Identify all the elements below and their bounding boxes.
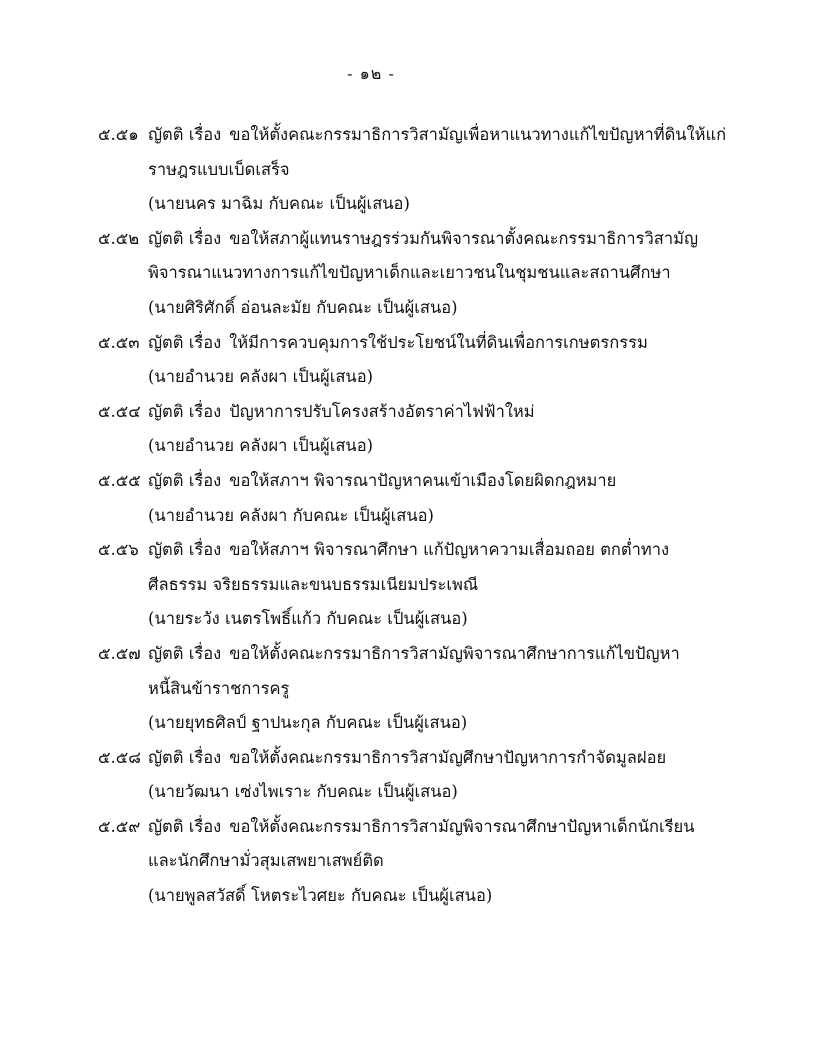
motion-item-5-57 <box>98 641 798 745</box>
motion-item-5-52 <box>98 226 798 330</box>
motion-title-continued: ศีลธรรม จริยธรรมและขนบธรรมเนียมประเพณี <box>148 574 479 594</box>
motion-type: ญัตติ เรื่อง <box>148 816 222 836</box>
motion-title: ขอให้ตั้งคณะกรรมาธิการวิสามัญเพื่อหาแนวทางแก้ไขปัญหาที่ดินให้แก่ <box>229 125 727 144</box>
motion-number: ๕.๕๙ <box>98 816 141 836</box>
motion-item-5-56 <box>98 537 798 641</box>
motion-item-5-59 <box>98 814 798 918</box>
motion-title: ขอให้ตั้งคณะกรรมาธิการวิสามัญพิจารณาศึกษาปัญหาเด็กนักเรียน <box>229 816 695 836</box>
motion-proposer: (นายนคร มาฉิม กับคณะ เป็นผู้เสนอ) <box>148 194 410 214</box>
motion-type: ญัตติ เรื่อง <box>148 470 222 490</box>
motion-number: ๕.๕๑ <box>98 125 139 144</box>
motion-proposer: (นายศิริศักดิ์ อ่อนละมัย กับคณะ เป็นผู้เสนอ) <box>148 297 458 317</box>
motion-proposer: (นายวัฒนา เซ่งไพเราะ กับคณะ เป็นผู้เสนอ) <box>148 782 458 802</box>
motion-title-continued: และนักศึกษามั่วสุมเสพยาเสพย์ติด <box>148 851 384 871</box>
motion-type: ญัตติ เรื่อง <box>148 125 222 144</box>
motion-number: ๕.๕๓ <box>98 332 140 352</box>
motion-title: ให้มีการควบคุมการใช้ประโยชน์ในที่ดินเพื่อการเกษตรกรรม <box>229 332 648 352</box>
motion-type: ญัตติ เรื่อง <box>148 332 222 352</box>
motion-title: ขอให้ตั้งคณะกรรมาธิการวิสามัญศึกษาปัญหาการกำจัดมูลฝอย <box>229 747 667 767</box>
motion-type: ญัตติ เรื่อง <box>148 643 222 663</box>
motion-number: ๕.๕๒ <box>98 228 140 248</box>
motion-item-5-51 <box>98 122 798 226</box>
motion-proposer: (นายยุทธศิลป์ ฐาปนะกุล กับคณะ เป็นผู้เสนอ) <box>148 713 468 733</box>
motion-proposer: (นายระวัง เนตรโพธิ์แก้ว กับคณะ เป็นผู้เสนอ) <box>148 609 468 629</box>
motion-item-5-54 <box>98 399 798 468</box>
motion-type: ญัตติ เรื่อง <box>148 747 222 767</box>
motion-proposer: (นายอำนวย คลังผา เป็นผู้เสนอ) <box>148 436 374 456</box>
page-number: - ๑๒ - <box>347 64 395 83</box>
motion-number: ๕.๕๖ <box>98 540 139 560</box>
motion-item-5-58 <box>98 745 798 814</box>
motion-type: ญัตติ เรื่อง <box>148 540 222 560</box>
motion-number: ๕.๕๔ <box>98 401 141 421</box>
motion-title: ขอให้สภาฯ พิจารณาศึกษา แก้ปัญหาความเสื่อมถอย ตกต่ำทาง <box>229 540 670 560</box>
motion-title-continued: หนี้สินข้าราชการครู <box>148 678 290 698</box>
motion-item-5-53 <box>98 330 798 399</box>
motion-number: ๕.๕๗ <box>98 643 141 663</box>
motion-title-continued: ราษฎรแบบเบ็ดเสร็จ <box>148 159 290 179</box>
motion-type: ญัตติ เรื่อง <box>148 401 222 421</box>
motion-title: ปัญหาการปรับโครงสร้างอัตราค่าไฟฟ้าใหม่ <box>229 401 535 421</box>
motion-proposer: (นายพูลสวัสดิ์ โหตระไวศยะ กับคณะ เป็นผู้เสนอ) <box>148 886 493 906</box>
motion-number: ๕.๕๕ <box>98 470 141 490</box>
motion-proposer: (นายอำนวย คลังผา กับคณะ เป็นผู้เสนอ) <box>148 505 434 525</box>
motion-list <box>98 122 798 918</box>
motion-title: ขอให้ตั้งคณะกรรมาธิการวิสามัญพิจารณาศึกษาการแก้ไขปัญหา <box>229 643 680 663</box>
motion-number: ๕.๕๘ <box>98 747 141 767</box>
motion-title-continued: พิจารณาแนวทางการแก้ไขปัญหาเด็กและเยาวชนในชุมชนและสถานศึกษา <box>148 263 671 283</box>
motion-proposer: (นายอำนวย คลังผา เป็นผู้เสนอ) <box>148 367 374 387</box>
motion-title: ขอให้สภาผู้แทนราษฎรร่วมกันพิจารณาตั้งคณะกรรมาธิการวิสามัญ <box>229 228 699 248</box>
motion-item-5-55 <box>98 468 798 537</box>
motion-title: ขอให้สภาฯ พิจารณาปัญหาคนเข้าเมืองโดยผิดกฎหมาย <box>229 470 617 490</box>
motion-type: ญัตติ เรื่อง <box>148 228 222 248</box>
